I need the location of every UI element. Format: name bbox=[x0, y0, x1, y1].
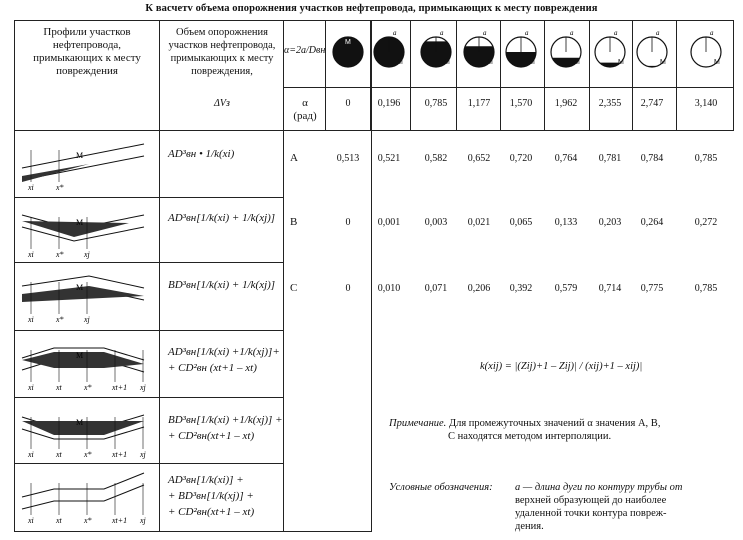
profile-label: xt bbox=[55, 450, 63, 459]
alpha-value: 3,140 bbox=[686, 98, 726, 109]
coefficient-value: 0,272 bbox=[686, 217, 726, 228]
value-column-divider bbox=[632, 20, 633, 130]
profile-label: xt+1 bbox=[111, 383, 127, 392]
profile-label: M bbox=[76, 418, 83, 427]
coefficient-value: 0,065 bbox=[501, 217, 541, 228]
profile-label: xj bbox=[139, 450, 147, 459]
circle-diagram bbox=[551, 29, 581, 67]
volume-formula: + BD³вн[1/k(xj)] + bbox=[168, 489, 254, 504]
coefficient-value: 0,582 bbox=[416, 153, 456, 164]
profile-label: M bbox=[76, 283, 83, 292]
legend-text-1: a — длина дуги по контуру трубы от bbox=[515, 481, 682, 494]
profile-label: xi bbox=[27, 383, 34, 392]
circle-diagram bbox=[464, 29, 494, 67]
profile-label: xi bbox=[27, 315, 34, 324]
header-volume: Объем опорожнения участков нефтепровода, примыкающих к месту повреждения, bbox=[162, 26, 282, 78]
coefficient-value: 0,764 bbox=[546, 153, 586, 164]
note bbox=[389, 417, 719, 430]
k-formula: k(xij) = |(Zij)+1 – Zij)| / (xij)+1 – xij)| bbox=[480, 359, 642, 374]
coefficient-value: 0,513 bbox=[328, 153, 368, 164]
coefficient-value: 0,714 bbox=[590, 283, 630, 294]
profile-label: xt bbox=[55, 383, 63, 392]
arc-a-label: a bbox=[525, 29, 529, 37]
coefficient-value: 0,775 bbox=[632, 283, 672, 294]
volume-formula: AD³вн[1/k(xi)] + bbox=[168, 473, 244, 488]
alpha-value: 0 bbox=[328, 98, 368, 109]
coefficient-value: 0 bbox=[328, 217, 368, 228]
note-text-1: Для промежуточных значений α значения A, B, bbox=[449, 418, 661, 429]
coefficient-value: 0,001 bbox=[369, 217, 409, 228]
value-column-divider bbox=[500, 20, 501, 130]
coefficient-value: 0,652 bbox=[459, 153, 499, 164]
header-alpha-def: α=2a/Dвн bbox=[284, 44, 325, 57]
profile-label: M bbox=[76, 151, 83, 160]
circle-diagram bbox=[421, 29, 451, 67]
header-profiles: Профили участков нефтепровода, примыкающих к месту повреждения bbox=[20, 26, 154, 78]
profile-label: xj bbox=[83, 315, 91, 324]
legend-text-2: верхней образующей до наиболее bbox=[515, 494, 666, 507]
profile-label: xt bbox=[55, 516, 63, 525]
coefficient-value: 0,785 bbox=[686, 283, 726, 294]
note-text-2: C находятся методом интерполяции. bbox=[448, 430, 611, 443]
profile-label: x* bbox=[83, 450, 92, 459]
profile-label: xi bbox=[27, 516, 34, 525]
arc-a-label: a bbox=[570, 29, 574, 37]
coefficient-value: 0,264 bbox=[632, 217, 672, 228]
pipeline-profile bbox=[22, 144, 144, 192]
alpha-value: 0,196 bbox=[369, 98, 409, 109]
profile-label: M bbox=[76, 351, 83, 360]
alpha-value: 2,355 bbox=[590, 98, 630, 109]
alpha-value: 2,747 bbox=[632, 98, 672, 109]
arc-a-label: a bbox=[440, 29, 444, 37]
profile-label: xi bbox=[27, 250, 34, 259]
profile-label: x* bbox=[83, 383, 92, 392]
coefficient-value: 0,781 bbox=[590, 153, 630, 164]
profile-label: xi bbox=[27, 183, 34, 192]
coefficient-value: 0 bbox=[328, 283, 368, 294]
pipeline-profile bbox=[22, 215, 144, 259]
point-m-label: M bbox=[345, 39, 351, 46]
coefficient-value: 0,720 bbox=[501, 153, 541, 164]
note-label: Примечание. bbox=[389, 418, 446, 429]
profile-label: xt+1 bbox=[111, 450, 127, 459]
volume-formula: + CD²вн(xt+1 – xt) bbox=[168, 429, 254, 444]
coefficient-value: 0,021 bbox=[459, 217, 499, 228]
oil-fill bbox=[22, 164, 89, 182]
point-m-label: M bbox=[487, 59, 493, 66]
pipeline-profile bbox=[22, 348, 147, 392]
legend-label: Условные обозначения: bbox=[389, 481, 493, 494]
legend-text-4: дения. bbox=[515, 520, 544, 533]
alpha-value: 1,570 bbox=[501, 98, 541, 109]
coefficient-value: 0,133 bbox=[546, 217, 586, 228]
value-column-divider bbox=[589, 20, 590, 130]
point-m-label: M bbox=[618, 59, 624, 66]
coefficient-value: 0,203 bbox=[590, 217, 630, 228]
pipeline-profiles bbox=[14, 130, 164, 540]
volume-formula: BD³вн[1/k(xi) + 1/k(xj)] bbox=[168, 278, 275, 293]
profile-label: xj bbox=[83, 250, 91, 259]
value-column-divider bbox=[544, 20, 545, 130]
volume-formula: AD³вн • 1/k(xi) bbox=[168, 147, 234, 162]
header-alpha-rad: α (рад) bbox=[290, 97, 320, 123]
volume-formula: AD³вн[1/k(xi) +1/k(xj)]+ bbox=[168, 345, 280, 360]
volume-formula: AD³вн[1/k(xi) + 1/k(xj)] bbox=[168, 211, 275, 226]
alpha-value: 1,962 bbox=[546, 98, 586, 109]
profile-label: xt+1 bbox=[111, 516, 127, 525]
circle-diagram bbox=[637, 29, 667, 67]
coefficient-value: 0,785 bbox=[686, 153, 726, 164]
point-m-label: M bbox=[714, 59, 720, 66]
profile-label: x* bbox=[55, 315, 64, 324]
coefficient-label: C bbox=[290, 282, 297, 295]
point-m-label: M bbox=[397, 59, 403, 66]
pipeline-profile bbox=[22, 473, 147, 525]
volume-formula: + CD²вн(xt+1 – xt) bbox=[168, 505, 254, 520]
circle-diagram bbox=[506, 29, 536, 67]
circle-diagram bbox=[691, 29, 721, 67]
arc-a-label: a bbox=[483, 29, 487, 37]
profile-label: xj bbox=[139, 383, 147, 392]
value-column-divider bbox=[370, 20, 371, 130]
pipeline-profile bbox=[22, 276, 144, 324]
alpha-value: 1,177 bbox=[459, 98, 499, 109]
profile-label: M bbox=[76, 218, 83, 227]
value-column-divider bbox=[410, 20, 411, 130]
volume-formula: + CD²вн (xt+1 – xt) bbox=[168, 361, 257, 376]
profile-label: x* bbox=[55, 183, 64, 192]
arc-a-label: a bbox=[393, 29, 397, 37]
pipe-wall-top bbox=[22, 473, 144, 497]
circle-diagram bbox=[374, 29, 404, 67]
circle-diagram bbox=[595, 29, 625, 67]
legend-text-3: удаленной точки контура повреж- bbox=[515, 507, 667, 520]
arc-a-label: a bbox=[656, 29, 660, 37]
profile-label: x* bbox=[83, 516, 92, 525]
coefficient-value: 0,071 bbox=[416, 283, 456, 294]
point-m-label: M bbox=[660, 59, 666, 66]
coefficient-value: 0,010 bbox=[369, 283, 409, 294]
alpha-value: 0,785 bbox=[416, 98, 456, 109]
coefficient-value: 0,579 bbox=[546, 283, 586, 294]
circle-diagram bbox=[333, 37, 363, 67]
profile-label: xj bbox=[139, 516, 147, 525]
header-volume-symbol: ΔVз bbox=[162, 97, 282, 110]
coefficient-value: 0,003 bbox=[416, 217, 456, 228]
point-m-label: M bbox=[574, 59, 580, 66]
profile-label: xi bbox=[27, 450, 34, 459]
pipeline-profile bbox=[22, 415, 147, 459]
arc-a-label: a bbox=[710, 29, 714, 37]
volume-formula: BD³вн[1/k(xi) +1/k(xj)] + bbox=[168, 413, 283, 428]
arc-a-label: a bbox=[614, 29, 618, 37]
point-m-label: M bbox=[444, 59, 450, 66]
point-m-label: M bbox=[529, 59, 535, 66]
coefficient-value: 0,206 bbox=[459, 283, 499, 294]
coefficient-label: B bbox=[290, 216, 297, 229]
coefficient-value: 0,521 bbox=[369, 153, 409, 164]
value-column-divider bbox=[456, 20, 457, 130]
profile-label: x* bbox=[55, 250, 64, 259]
value-column-divider bbox=[676, 20, 677, 130]
page-title: К васчетv объема опорожнения участков нефтепровода, примыкающих к месту повреждения bbox=[0, 3, 743, 14]
coefficient-value: 0,784 bbox=[632, 153, 672, 164]
coefficient-label: A bbox=[290, 152, 298, 165]
coefficient-value: 0,392 bbox=[501, 283, 541, 294]
